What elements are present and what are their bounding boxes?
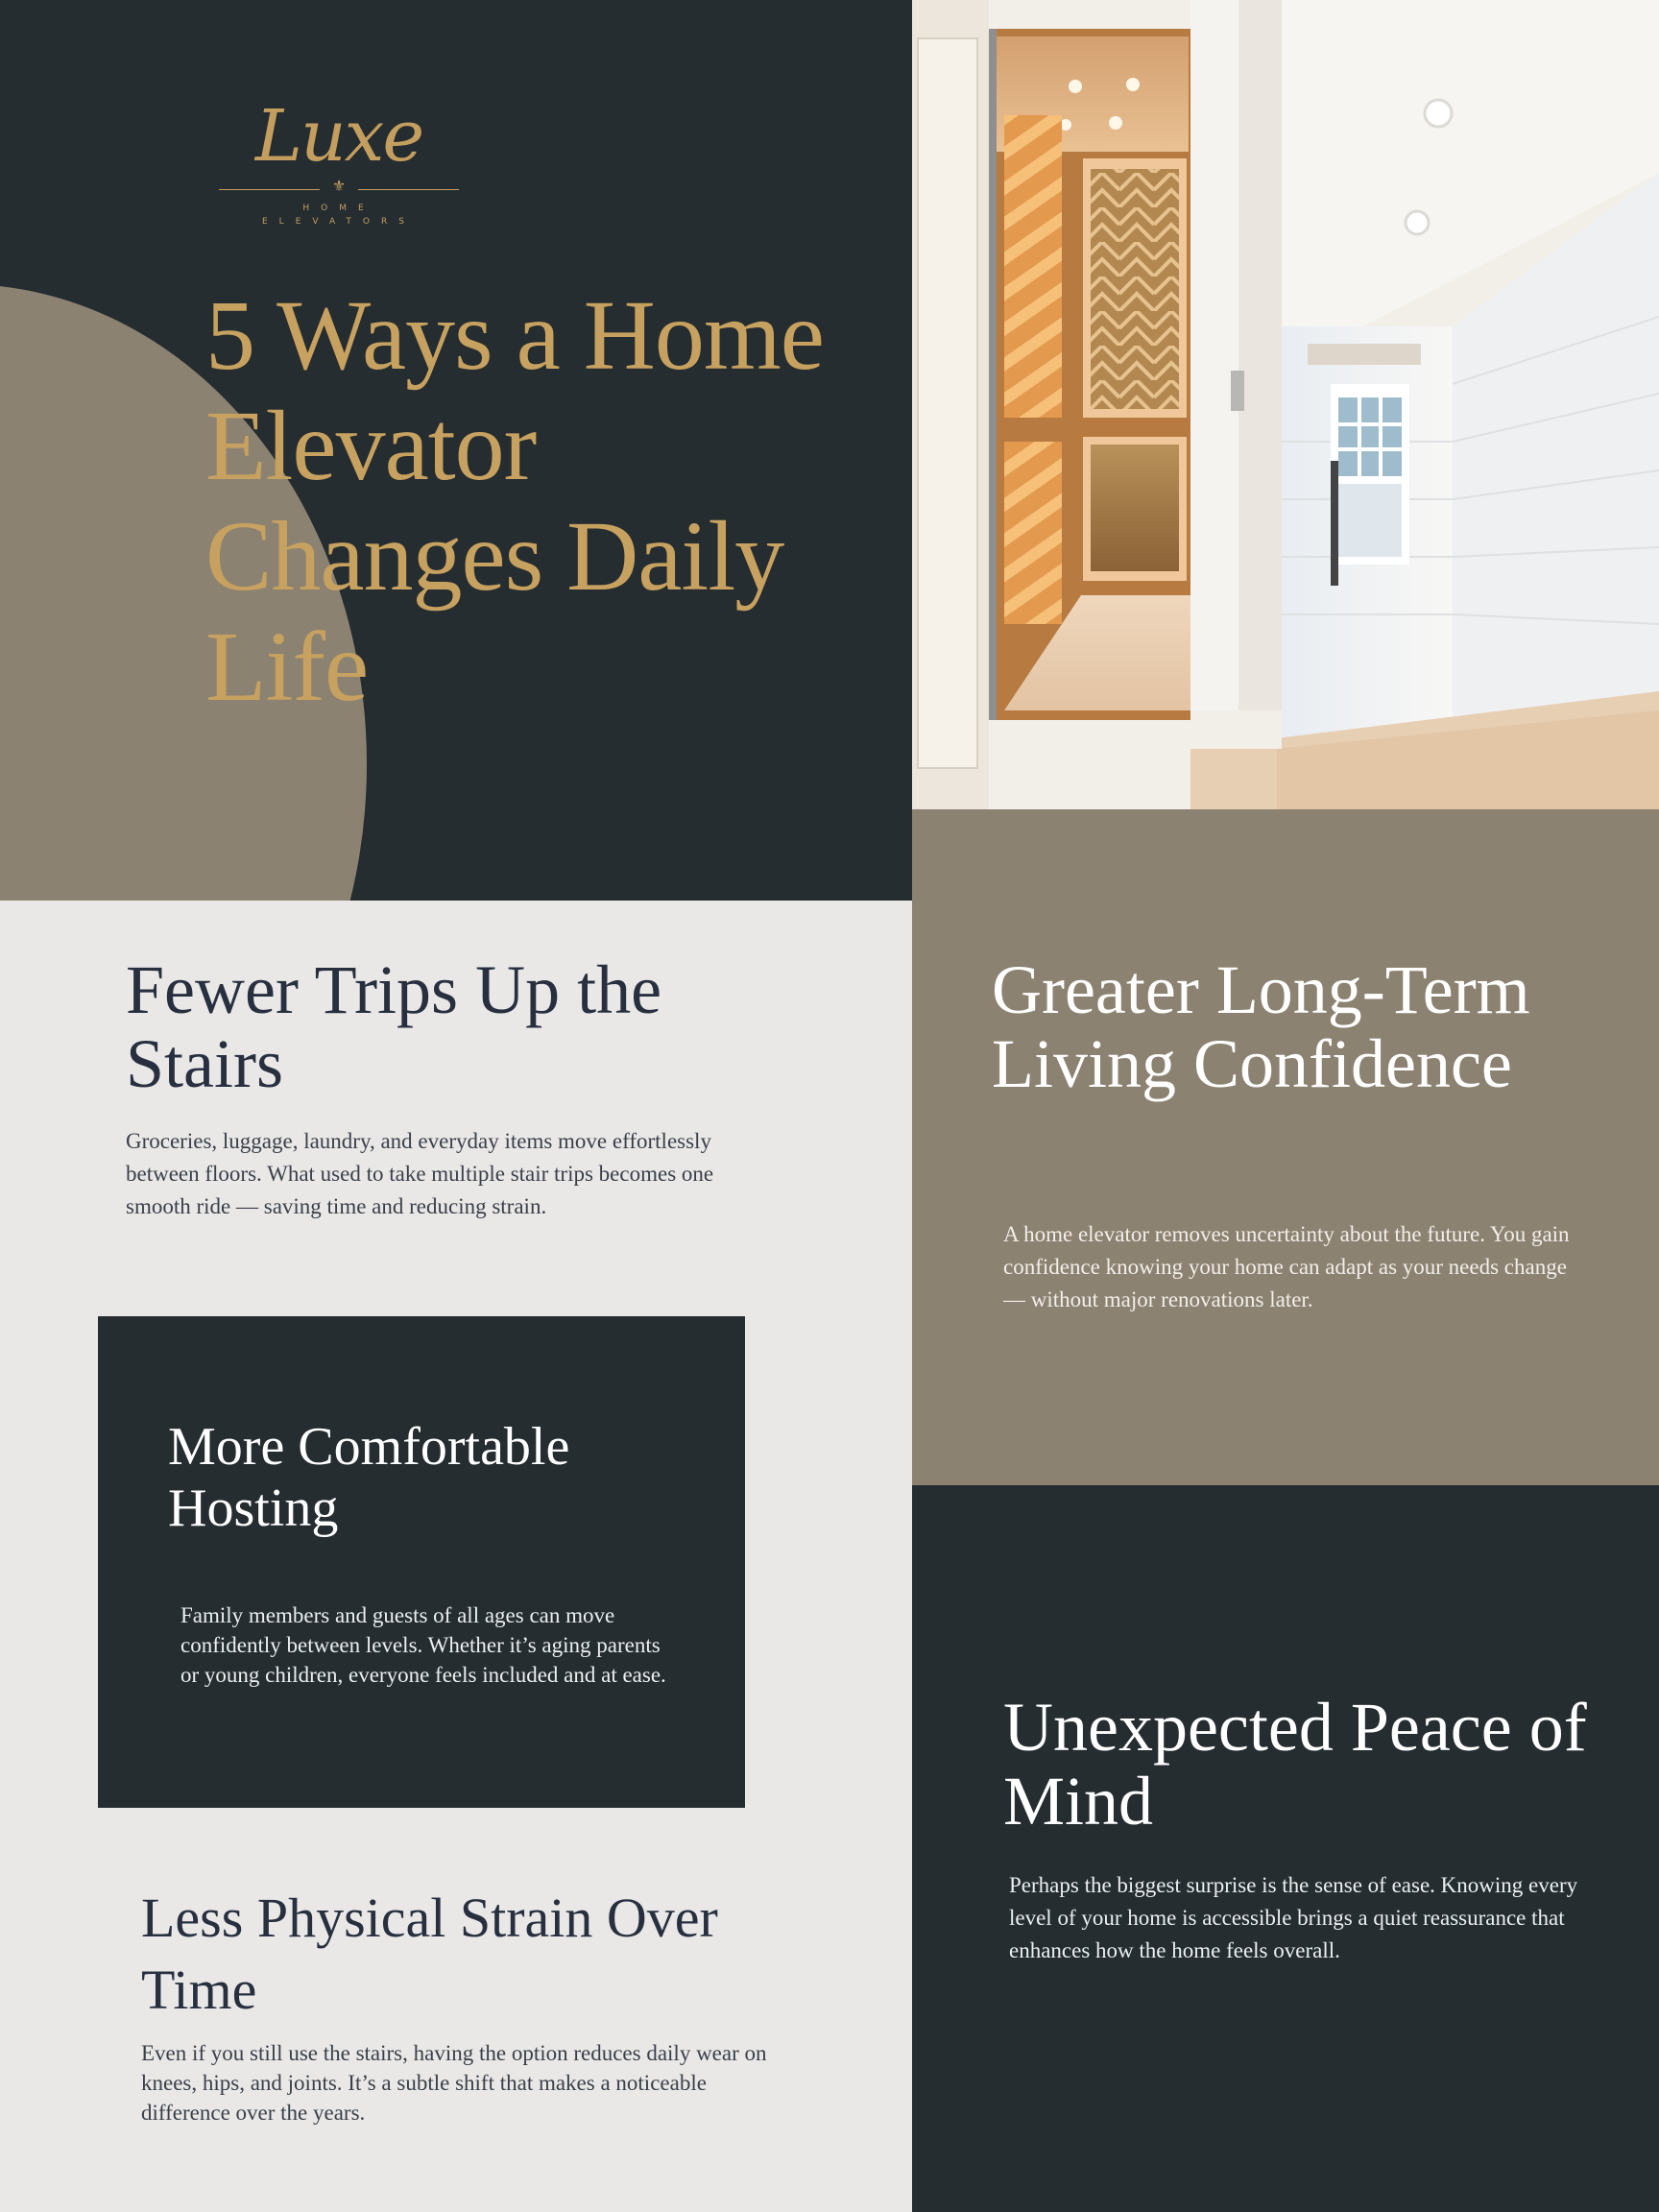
section-heading: More Comfortable Hosting: [168, 1417, 570, 1538]
logo-script: Luxe: [254, 95, 423, 178]
logo-rule-right: [358, 189, 459, 190]
elevator-photo: [912, 0, 1659, 809]
page-title: 5 Ways a Home Elevator Changes Daily Life: [205, 280, 824, 722]
section-body: Perhaps the biggest surprise is the sense of ease. Knowing every level of your home is accessible brings a quiet reassurance that enhances how the home feels overall.: [1009, 1873, 1578, 1962]
logo-rule-left: [219, 189, 320, 190]
hero-panel: [0, 0, 912, 901]
section-heading-fewer-trips: Fewer Trips Up the Stairs: [126, 951, 662, 1102]
section-body: Family members and guests of all ages can move confidently between levels. Whether it’s aging parents or young children, everyone feels included and at ease.: [180, 1603, 666, 1687]
fleur-de-lis-icon: ⚜: [331, 177, 347, 195]
logo-subtitle: HOME ELEVATORS: [262, 204, 416, 227]
section-body-fewer-trips: Groceries, luggage, laundry, and everyday items move effortlessly between floors. What used to take multiple stair trips becomes one smooth ride — saving time and reducing strain.: [126, 1129, 714, 1218]
section-heading: Greater Long-Term Living Confidence: [992, 951, 1530, 1102]
brand-logo: [219, 94, 459, 227]
section-long-term-confidence: [912, 809, 1659, 1485]
section-comfortable-hosting: [98, 1316, 745, 1808]
section-body-less-strain: Even if you still use the stairs, having the option reduces daily wear on knees, hips, and joints. It’s a subtle shift that makes a noticeable difference over the years.: [141, 2041, 767, 2125]
section-body: A home elevator removes uncertainty about the future. You gain confidence knowing your home can adapt as your needs change — without major renovations later.: [1003, 1222, 1570, 1311]
elevator-interior-illustration: [912, 0, 1659, 809]
section-heading: Unexpected Peace of Mind: [1003, 1689, 1587, 1839]
section-peace-of-mind: [912, 1485, 1659, 2212]
section-heading-less-strain: Less Physical Strain Over Time: [141, 1887, 718, 2021]
